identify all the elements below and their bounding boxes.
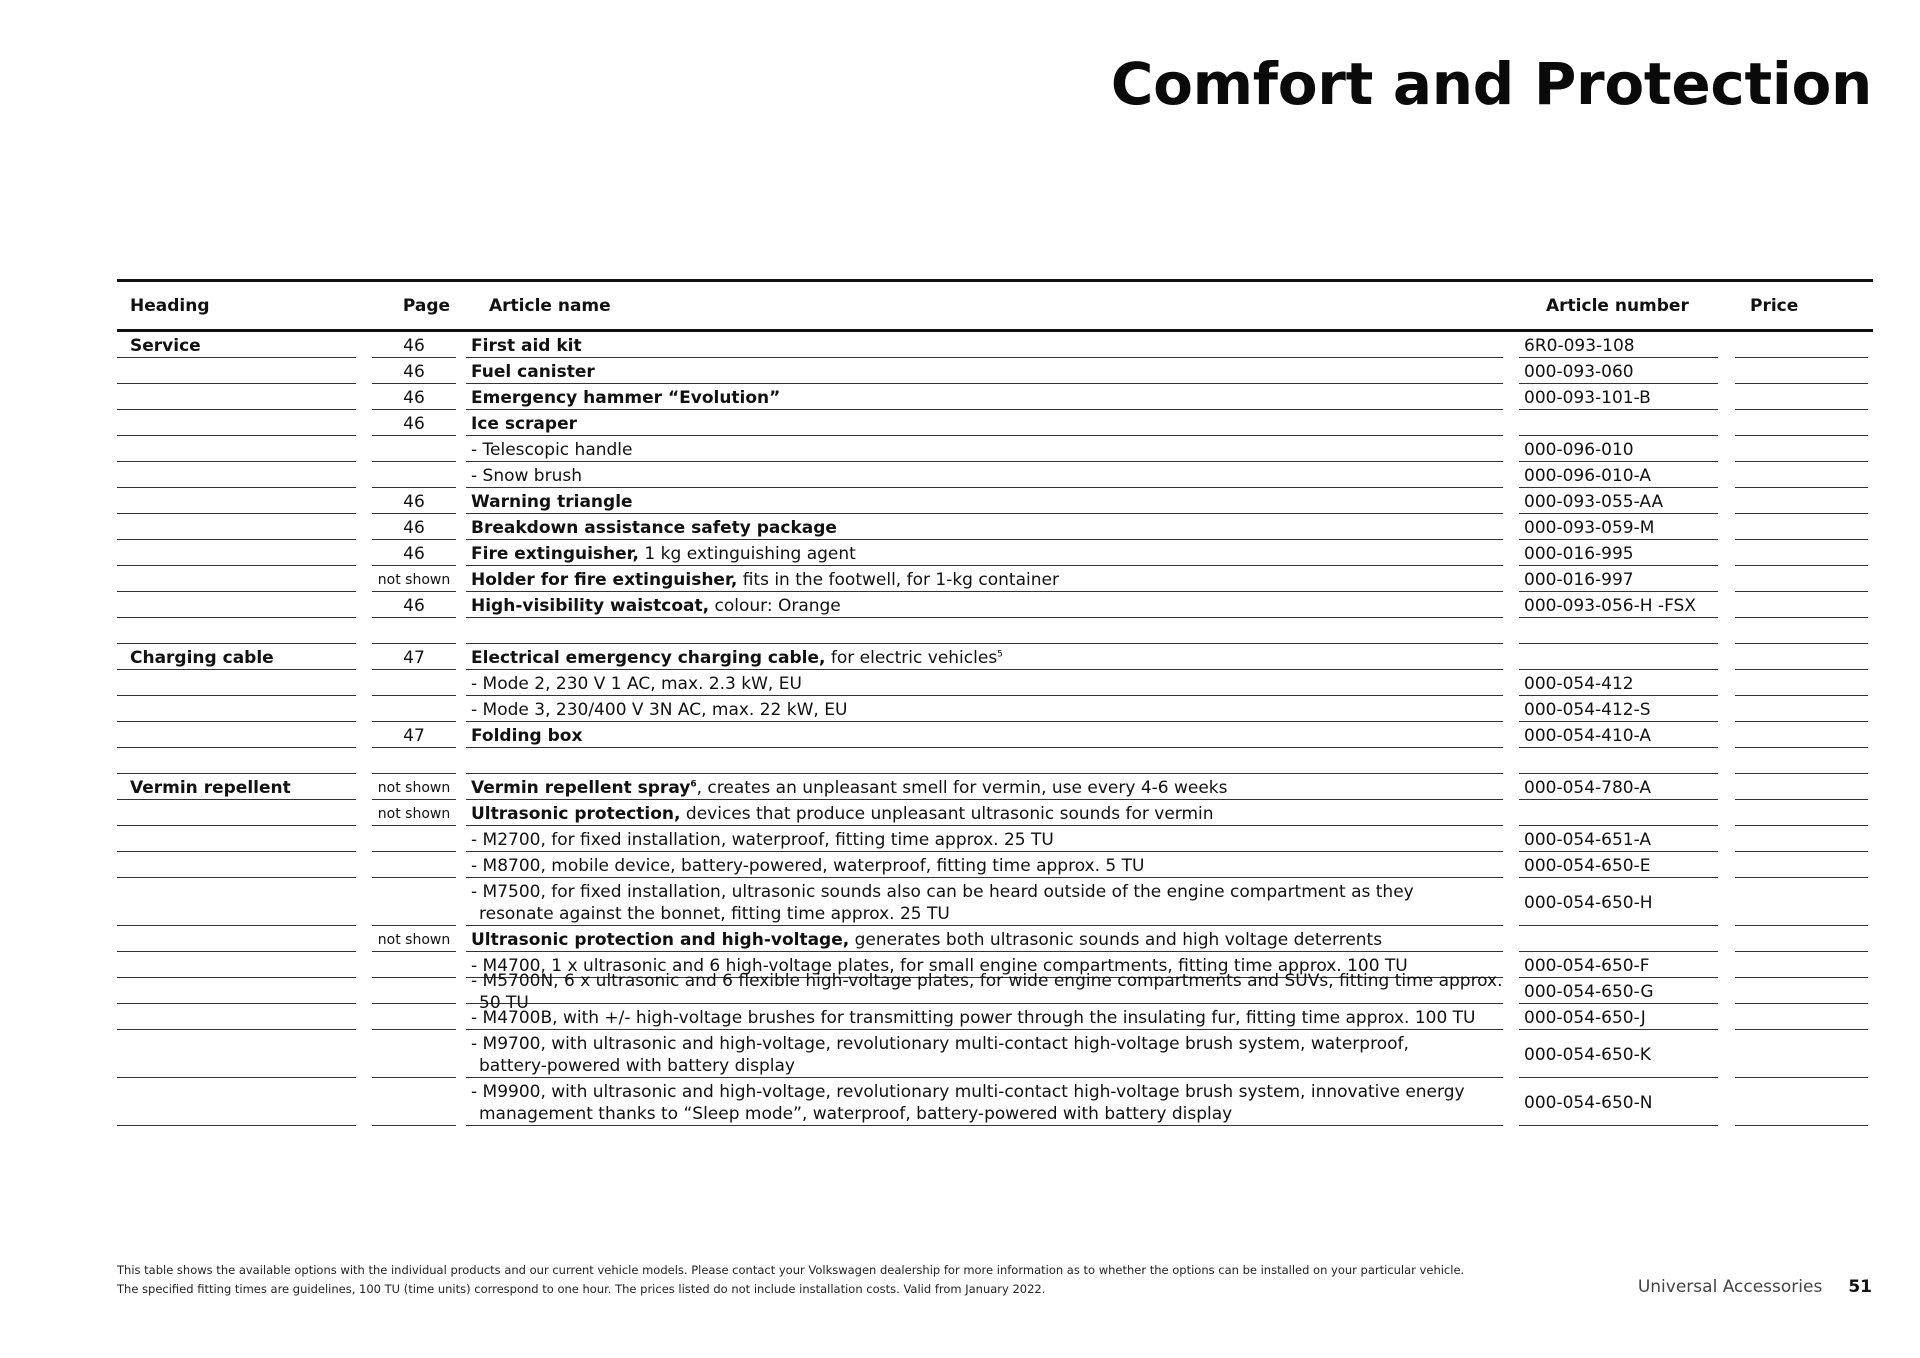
cell-article-name: [466, 970, 1503, 1013]
article-name-bold: Ultrasonic protection and high-voltage,: [471, 929, 850, 950]
table-row: [117, 926, 1873, 952]
article-name-bold: Warning triangle: [471, 491, 633, 512]
cell-article-name: [466, 358, 1503, 384]
article-name-text: [471, 465, 582, 487]
article-name-text: [471, 595, 841, 617]
table-row: [117, 800, 1873, 826]
table-row: [117, 1004, 1873, 1030]
article-name-detail: - M4700, 1 x ultrasonic and 6 high-voltage plates, for small engine compartments, fitting time approx. 100 TU: [471, 955, 1408, 976]
article-name-detail: , creates an unpleasant smell for vermin, use every 4-6 weeks: [696, 777, 1228, 798]
table-row: [117, 592, 1873, 618]
cell-heading: [117, 358, 356, 384]
page-footer: [1638, 1277, 1872, 1297]
table-row: [117, 488, 1873, 514]
table-row: [117, 384, 1873, 410]
cell-price: [1735, 384, 1868, 410]
cell-page: [372, 1030, 456, 1078]
table-row: [117, 1078, 1873, 1126]
cell-heading: [117, 722, 356, 748]
cell-page: not shown: [372, 774, 456, 800]
cell-article-number: 000-054-651-A: [1519, 826, 1718, 852]
article-name-text: [471, 725, 582, 747]
cell-price: [1735, 566, 1868, 592]
article-name-detail: devices that produce unpleasant ultrasonic sounds for vermin: [680, 803, 1214, 824]
cell-article-number: 000-054-650-K: [1519, 1030, 1718, 1078]
article-name-detail: - Mode 3, 230/400 V 3N AC, max. 22 kW, EU: [471, 699, 848, 720]
table-row: [117, 514, 1873, 540]
cell-article-name: [466, 592, 1503, 618]
article-name-detail: - M9900, with ultrasonic and high-voltage, revolutionary multi-contact high-voltage brush system, innovative energy management thanks to “Sleep mode”, waterproof, battery-powered with battery display: [471, 1081, 1465, 1124]
cell-heading: [117, 878, 356, 926]
cell-article-number: 000-096-010: [1519, 436, 1718, 462]
cell-heading: [117, 436, 356, 462]
cell-price: [1735, 332, 1868, 358]
cell-heading: [117, 696, 356, 722]
cell-page: not shown: [372, 926, 456, 952]
cell-article-name: [466, 462, 1503, 488]
cell-article-number: 000-093-059-M: [1519, 514, 1718, 540]
cell-price: [1735, 1030, 1868, 1078]
article-name-bold: Ice scraper: [471, 413, 577, 434]
cell-article-name: [466, 926, 1503, 952]
cell-heading: [117, 566, 356, 592]
article-name-detail: - M4700B, with +/- high-voltage brushes for transmitting power through the insulating fur, fitting time approx. 100 TU: [471, 1007, 1476, 1028]
footnote-ref: 5: [997, 648, 1003, 659]
cell-heading: [117, 670, 356, 696]
article-name-detail: colour: Orange: [709, 595, 841, 616]
cell-article-number: [1519, 618, 1718, 644]
table-row: [117, 774, 1873, 800]
cell-price: [1735, 514, 1868, 540]
cell-heading: [117, 826, 356, 852]
cell-article-name: [466, 410, 1503, 436]
cell-page: [372, 696, 456, 722]
cell-heading: [117, 462, 356, 488]
cell-article-number: 000-054-412: [1519, 670, 1718, 696]
cell-price: [1735, 696, 1868, 722]
article-name-bold: Vermin repellent spray: [471, 777, 691, 798]
cell-article-name: [466, 852, 1503, 878]
cell-article-number: 000-054-780-A: [1519, 774, 1718, 800]
article-name-text: [471, 517, 837, 539]
article-name-text: [471, 803, 1214, 825]
cell-page: [372, 462, 456, 488]
article-name-bold: Fuel canister: [471, 361, 595, 382]
table-row: [117, 696, 1873, 722]
cell-price: [1735, 878, 1868, 926]
cell-price: [1735, 670, 1868, 696]
cell-heading: [117, 540, 356, 566]
cell-article-name: [466, 540, 1503, 566]
article-name-detail: - M7500, for fixed installation, ultrasonic sounds also can be heard outside of the engine compartment as they resonate against the bonnet, fitting time approx. 25 TU: [471, 881, 1414, 924]
article-name-bold: Folding box: [471, 725, 583, 746]
cell-price: [1735, 618, 1868, 644]
cell-article-number: 000-093-056-H -FSX: [1519, 592, 1718, 618]
cell-page: 46: [372, 488, 456, 514]
footnote-line-1: This table shows the available options with the individual products and our current vehicle models. Please contact your Volkswagen dealership for more information as to whether the options can be installed on your particular vehicle.: [117, 1263, 1465, 1277]
table-row: [117, 410, 1873, 436]
cell-page: [372, 748, 456, 774]
cell-article-number: 000-016-997: [1519, 566, 1718, 592]
cell-article-number: 000-054-412-S: [1519, 696, 1718, 722]
article-name-text: [471, 777, 1228, 799]
cell-article-name: [466, 800, 1503, 826]
cell-price: [1735, 644, 1868, 670]
cell-article-number: [1519, 926, 1718, 952]
cell-page: [372, 1078, 456, 1126]
cell-heading: [117, 1078, 356, 1126]
table-row: [117, 540, 1873, 566]
cell-page: [372, 436, 456, 462]
cell-article-number: [1519, 410, 1718, 436]
table-row: [117, 1030, 1873, 1078]
column-header-page: Page: [373, 282, 474, 332]
cell-price: [1735, 410, 1868, 436]
cell-article-name: [466, 722, 1503, 748]
column-header-heading: Heading: [117, 282, 373, 332]
cell-page: [372, 952, 456, 978]
cell-page: not shown: [372, 566, 456, 592]
article-name-text: [471, 1007, 1476, 1029]
cell-price: [1735, 952, 1868, 978]
page-title: Comfort and Protection: [1110, 50, 1872, 118]
cell-page: 46: [372, 514, 456, 540]
article-name-text: [471, 829, 1054, 851]
cell-page: [372, 618, 456, 644]
cell-price: [1735, 462, 1868, 488]
cell-heading: [117, 926, 356, 952]
cell-heading: [117, 410, 356, 436]
cell-heading: [117, 1030, 356, 1078]
cell-article-name: [466, 644, 1503, 670]
cell-article-name: [466, 384, 1503, 410]
cell-page: not shown: [372, 800, 456, 826]
footnote-line-2: The specified fitting times are guidelines, 100 TU (time units) correspond to one hour. The prices listed do not include installation costs. Valid from January 2022.: [117, 1282, 1046, 1296]
article-name-text: [471, 335, 582, 357]
cell-article-name: [466, 436, 1503, 462]
page-number: 51: [1848, 1277, 1872, 1297]
footnote-ref: 6: [690, 778, 697, 789]
cell-page: [372, 1004, 456, 1030]
cell-heading: [117, 978, 356, 1004]
column-header-price: Price: [1740, 282, 1873, 332]
article-name-detail: fits in the footwell, for 1-kg container: [737, 569, 1059, 590]
footer-section-label: Universal Accessories: [1637, 1277, 1823, 1297]
article-name-text: [471, 673, 802, 695]
cell-article-number: 000-054-650-N: [1519, 1078, 1718, 1126]
column-header-article-name: Article name: [474, 282, 1525, 332]
cell-price: [1735, 800, 1868, 826]
cell-price: [1735, 852, 1868, 878]
cell-article-name: [466, 514, 1503, 540]
article-name-bold: Breakdown assistance safety package: [471, 517, 837, 538]
cell-article-number: 000-096-010-A: [1519, 462, 1718, 488]
cell-page: 47: [372, 722, 456, 748]
cell-price: [1735, 1004, 1868, 1030]
cell-heading: [117, 384, 356, 410]
cell-page: 46: [372, 592, 456, 618]
article-name-text: [471, 1033, 1409, 1077]
article-name-bold: Electrical emergency charging cable,: [471, 647, 826, 668]
cell-page: 46: [372, 332, 456, 358]
cell-price: [1735, 488, 1868, 514]
cell-article-number: [1519, 748, 1718, 774]
article-name-text: [471, 647, 1003, 669]
article-name-text: [471, 929, 1382, 951]
article-name-detail: for electric vehicles: [825, 647, 998, 668]
cell-heading: [117, 488, 356, 514]
column-header-article-number: Article number: [1525, 282, 1740, 332]
cell-price: [1735, 358, 1868, 384]
cell-article-name: [466, 618, 1503, 644]
table-row: [117, 878, 1873, 926]
table-row: [117, 852, 1873, 878]
table-row: [117, 436, 1873, 462]
table-row: [117, 826, 1873, 852]
table-row: [117, 970, 1873, 1013]
table-row: [117, 332, 1873, 358]
cell-article-number: 000-054-650-G: [1519, 978, 1718, 1004]
cell-heading: [117, 852, 356, 878]
accessories-table: [117, 279, 1873, 1126]
article-name-detail: 1 kg extinguishing agent: [639, 543, 856, 564]
cell-article-number: 6R0-093-108: [1519, 332, 1718, 358]
article-name-text: [471, 439, 632, 461]
cell-heading: Charging cable: [117, 644, 356, 670]
article-name-text: [471, 855, 1144, 877]
cell-heading: [117, 618, 356, 644]
cell-price: [1735, 826, 1868, 852]
article-name-detail: - M2700, for fixed installation, waterproof, fitting time approx. 25 TU: [471, 829, 1054, 850]
table-header-row: [117, 282, 1873, 332]
cell-article-name: [466, 878, 1503, 926]
article-name-text: [471, 699, 847, 721]
cell-article-number: 000-054-650-E: [1519, 852, 1718, 878]
cell-price: [1735, 1078, 1868, 1126]
cell-page: [372, 978, 456, 1004]
article-name-bold: Ultrasonic protection,: [471, 803, 681, 824]
article-name-text: [471, 569, 1059, 591]
article-name-detail: - Snow brush: [471, 465, 582, 486]
article-name-detail: - Telescopic handle: [471, 439, 633, 460]
cell-article-name: [466, 488, 1503, 514]
table-spacer-row: [117, 618, 1873, 644]
cell-page: [372, 670, 456, 696]
cell-price: [1735, 592, 1868, 618]
cell-article-name: [466, 566, 1503, 592]
table-row: [117, 670, 1873, 696]
cell-article-name: [466, 1030, 1503, 1078]
cell-article-number: [1519, 800, 1718, 826]
cell-article-name: [466, 332, 1503, 358]
cell-heading: [117, 800, 356, 826]
article-name-bold: Holder for fire extinguisher,: [471, 569, 738, 590]
cell-page: [372, 826, 456, 852]
table-row: [117, 358, 1873, 384]
cell-page: 46: [372, 540, 456, 566]
article-name-text: [471, 361, 595, 383]
cell-price: [1735, 722, 1868, 748]
table-row: [117, 644, 1873, 670]
cell-article-name: [466, 826, 1503, 852]
article-name-bold: Emergency hammer “Evolution”: [471, 387, 781, 408]
table-row: [117, 462, 1873, 488]
cell-page: [372, 878, 456, 926]
table-spacer-row: [117, 748, 1873, 774]
cell-article-name: [466, 696, 1503, 722]
cell-article-number: 000-093-060: [1519, 358, 1718, 384]
cell-article-number: 000-054-410-A: [1519, 722, 1718, 748]
article-name-bold: High-visibility waistcoat,: [471, 595, 710, 616]
cell-heading: [117, 748, 356, 774]
cell-page: 46: [372, 358, 456, 384]
cell-price: [1735, 436, 1868, 462]
cell-article-number: 000-054-650-H: [1519, 878, 1718, 926]
article-name-text: [471, 1081, 1465, 1125]
article-name-detail: - M9700, with ultrasonic and high-voltage, revolutionary multi-contact high-voltage brush system, waterproof, battery-powered with battery display: [471, 1033, 1409, 1076]
article-name-text: [471, 387, 780, 409]
article-name-bold: Fire extinguisher,: [471, 543, 640, 564]
cell-heading: Vermin repellent: [117, 774, 356, 800]
article-name-detail: - M5700N, 6 x ultrasonic and 6 flexible high-voltage plates, for wide engine compartments and SUVs, fitting time approx. 50 TU: [471, 970, 1503, 1013]
cell-article-number: [1519, 644, 1718, 670]
article-name-text: [471, 881, 1414, 925]
cell-page: [372, 852, 456, 878]
cell-article-name: [466, 670, 1503, 696]
cell-article-name: [466, 748, 1503, 774]
cell-article-name: [466, 774, 1503, 800]
cell-article-number: 000-054-650-F: [1519, 952, 1718, 978]
article-name-detail: generates both ultrasonic sounds and high voltage deterrents: [849, 929, 1383, 950]
article-name-detail: - Mode 2, 230 V 1 AC, max. 2.3 kW, EU: [471, 673, 802, 694]
cell-article-name: [466, 1078, 1503, 1126]
cell-article-number: 000-016-995: [1519, 540, 1718, 566]
article-name-bold: First aid kit: [471, 335, 582, 356]
cell-article-number: 000-054-650-J: [1519, 1004, 1718, 1030]
footnote: [117, 1261, 1577, 1299]
cell-price: [1735, 748, 1868, 774]
cell-heading: [117, 514, 356, 540]
table-row: [117, 566, 1873, 592]
cell-page: 46: [372, 384, 456, 410]
table-body: [117, 332, 1873, 1126]
cell-price: [1735, 926, 1868, 952]
cell-article-number: 000-093-101-B: [1519, 384, 1718, 410]
cell-price: [1735, 978, 1868, 1004]
cell-article-name: [466, 1004, 1503, 1030]
article-name-text: [471, 413, 577, 435]
cell-price: [1735, 540, 1868, 566]
cell-page: 46: [372, 410, 456, 436]
cell-heading: Service: [117, 332, 356, 358]
cell-article-number: 000-093-055-AA: [1519, 488, 1718, 514]
cell-price: [1735, 774, 1868, 800]
cell-heading: [117, 1004, 356, 1030]
cell-heading: [117, 592, 356, 618]
article-name-text: [471, 543, 856, 565]
table-row: [117, 722, 1873, 748]
article-name-detail: - M8700, mobile device, battery-powered, waterproof, fitting time approx. 5 TU: [471, 855, 1145, 876]
article-name-text: [471, 491, 633, 513]
cell-heading: [117, 952, 356, 978]
cell-page: 47: [372, 644, 456, 670]
